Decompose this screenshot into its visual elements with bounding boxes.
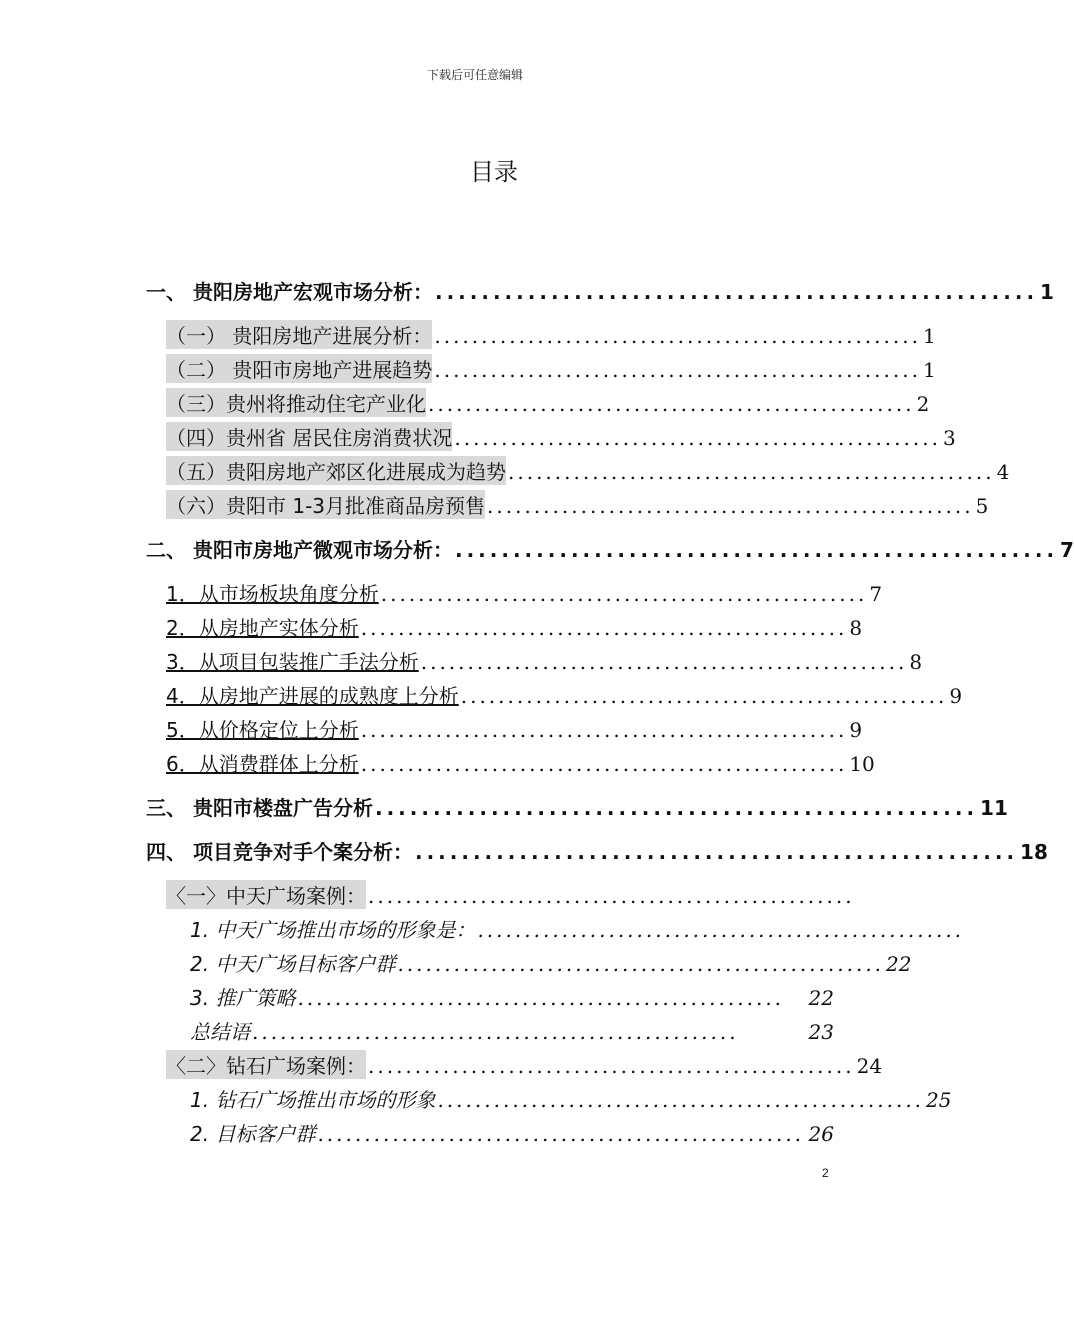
- toc-entry-label: 三、 贵阳市楼盘广告分析: [146, 796, 373, 820]
- toc-entry-page: 1: [1040, 280, 1054, 304]
- toc-title: 目录: [470, 158, 518, 186]
- toc-entry-page: 18: [1020, 840, 1048, 864]
- toc-entry-1-6[interactable]: （六）贵阳市 1-3月批准商品房预售 .................................................... 5: [166, 490, 832, 519]
- toc-entry-4-2-1[interactable]: 1. 钻石广场推出市场的形象 .................................................... 25: [190, 1084, 834, 1113]
- toc-entry-page: 7: [1060, 538, 1074, 562]
- toc-entry-4-1[interactable]: 〈一〉中天广场案例： ....................................................: [166, 880, 778, 909]
- toc-entry-label: （六）贵阳市 1-3月批准商品房预售: [166, 490, 485, 519]
- page-header: 下载后可任意编辑: [426, 68, 523, 82]
- toc-entry-page: 8: [909, 650, 923, 674]
- toc-entry-section-1[interactable]: 一、 贵阳房地产宏观市场分析： .................................................... 1: [146, 276, 832, 305]
- toc-entry-label: 2. 中天广场目标客户群: [190, 952, 396, 976]
- toc-entry-label: （一） 贵阳房地产进展分析：: [166, 320, 432, 349]
- toc-entry-1-4[interactable]: （四）贵州省 居民住房消费状况 .................................................... 3: [166, 422, 832, 451]
- toc-entry-label: （五）贵阳房地产郊区化进展成为趋势: [166, 456, 506, 485]
- toc-entry-label: 1. 中天广场推出市场的形象是：: [190, 918, 476, 942]
- toc-entry-page: 9: [949, 684, 963, 708]
- toc-entry-label: 6．从消费群体上分析: [166, 752, 359, 776]
- toc-entry-page: 7: [869, 582, 883, 606]
- toc-entry-1-1[interactable]: （一） 贵阳房地产进展分析： .................................................... 1: [166, 320, 832, 349]
- toc-entry-page: 4: [996, 460, 1010, 484]
- toc-entry-page: 9: [849, 718, 863, 742]
- toc-entry-label: 2．从房地产实体分析: [166, 616, 359, 640]
- toc-entry-page: 10: [849, 752, 875, 776]
- toc-entry-label: 1．从市场板块角度分析: [166, 582, 379, 606]
- toc-entry-2-1[interactable]: 1．从市场板块角度分析 .................................................... 7: [166, 578, 832, 607]
- toc-entry-label: 〈二〉钻石广场案例：: [166, 1050, 366, 1079]
- toc-entry-label: 〈一〉中天广场案例：: [166, 880, 366, 909]
- toc-entry-1-5[interactable]: （五）贵阳房地产郊区化进展成为趋势 .................................................... 4: [166, 456, 832, 485]
- toc-entry-4-1-1[interactable]: 1. 中天广场推出市场的形象是： ....................................................: [190, 914, 778, 943]
- toc-entry-page: 1: [922, 358, 936, 382]
- toc-entry-4-summary[interactable]: 总结语 .................................................... 23: [190, 1016, 834, 1045]
- toc-entry-page: 22: [886, 952, 912, 976]
- toc-entry-section-3[interactable]: 三、 贵阳市楼盘广告分析 .................................................... 11: [146, 792, 832, 821]
- toc-entry-1-3[interactable]: （三）贵州将推动住宅产业化 .................................................... 2: [166, 388, 832, 417]
- toc-entry-2-2[interactable]: 2．从房地产实体分析 .................................................... 8: [166, 612, 832, 641]
- toc-entry-label: 四、 项目竞争对手个案分析：: [146, 840, 413, 864]
- toc-entry-page: 5: [975, 494, 989, 518]
- toc-entry-label: 总结语: [190, 1020, 250, 1044]
- toc-entry-label: 3. 推广策略: [190, 986, 296, 1010]
- toc-entry-2-6[interactable]: 6．从消费群体上分析 .................................................... 10: [166, 748, 832, 777]
- toc-entry-2-4[interactable]: 4．从房地产进展的成熟度上分析 .................................................... 9: [166, 680, 832, 709]
- toc-entry-section-2[interactable]: 二、 贵阳市房地产微观市场分析： .................................................... 7: [146, 534, 832, 563]
- toc-entry-label: （四）贵州省 居民住房消费状况: [166, 422, 452, 451]
- toc-entry-label: （三）贵州将推动住宅产业化: [166, 388, 426, 417]
- toc-entry-page: 8: [849, 616, 863, 640]
- toc-entry-1-2[interactable]: （二） 贵阳市房地产进展趋势 .................................................... 1: [166, 354, 832, 383]
- toc-entry-page: 23: [808, 1020, 834, 1044]
- toc-entry-label: 5．从价格定位上分析: [166, 718, 359, 742]
- toc-entry-label: 3．从项目包装推广手法分析: [166, 650, 419, 674]
- toc-entry-4-2-2[interactable]: 2. 目标客户群 .................................................... 26: [190, 1118, 834, 1147]
- toc-entry-2-5[interactable]: 5．从价格定位上分析 .................................................... 9: [166, 714, 832, 743]
- toc-entry-4-1-3[interactable]: 3. 推广策略 .................................................... 22: [190, 982, 834, 1011]
- toc-entry-page: 1: [922, 324, 936, 348]
- toc-entry-page: 25: [926, 1088, 952, 1112]
- toc-entry-page: 26: [808, 1122, 834, 1146]
- toc-entry-page: 3: [942, 426, 956, 450]
- page-number: 2: [822, 1166, 829, 1180]
- toc-entry-2-3[interactable]: 3．从项目包装推广手法分析 .................................................... 8: [166, 646, 832, 675]
- toc-entry-section-4[interactable]: 四、 项目竞争对手个案分析： .................................................... 18: [146, 836, 832, 865]
- toc-entry-label: 1. 钻石广场推出市场的形象: [190, 1088, 436, 1112]
- toc-entry-page: 22: [808, 986, 834, 1010]
- toc-entry-4-2[interactable]: 〈二〉钻石广场案例： .................................................... 24: [166, 1050, 834, 1079]
- toc-entry-page: 11: [980, 796, 1008, 820]
- toc-entry-page: 2: [916, 392, 930, 416]
- toc-entry-label: 一、 贵阳房地产宏观市场分析：: [146, 280, 433, 304]
- toc-entry-page: 24: [856, 1054, 883, 1078]
- toc-entry-label: 2. 目标客户群: [190, 1122, 316, 1146]
- toc-entry-4-1-2[interactable]: 2. 中天广场目标客户群 .................................................... 22: [190, 948, 834, 977]
- toc-entry-label: 二、 贵阳市房地产微观市场分析：: [146, 538, 453, 562]
- toc-entry-label: （二） 贵阳市房地产进展趋势: [166, 354, 432, 383]
- toc-entry-label: 4．从房地产进展的成熟度上分析: [166, 684, 459, 708]
